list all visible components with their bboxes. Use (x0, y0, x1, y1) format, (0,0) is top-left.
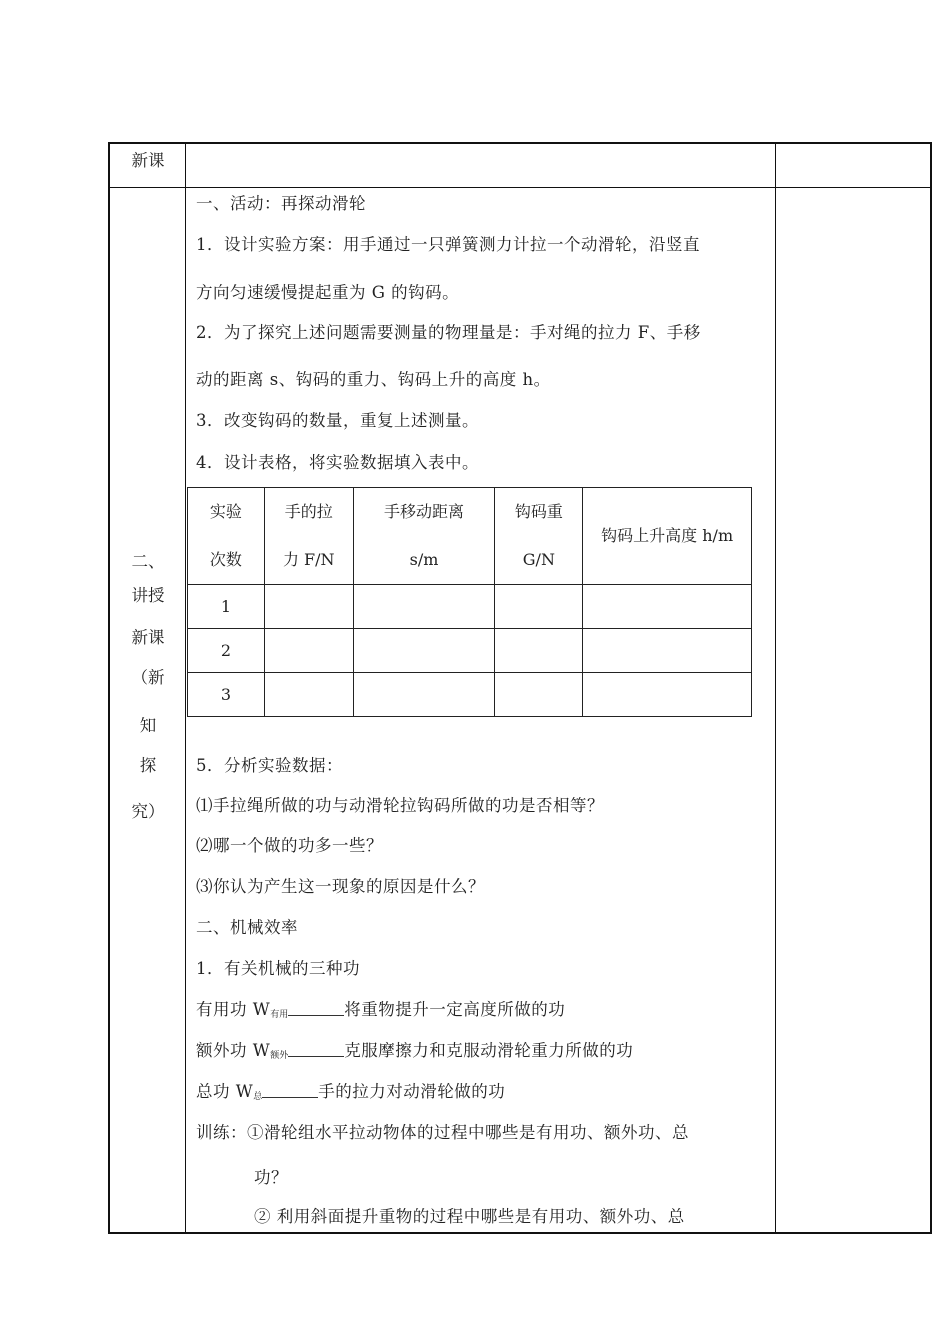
section1-heading: 一、活动：再探动滑轮 (196, 194, 366, 213)
lesson-table (108, 142, 932, 1234)
useful-work-blank (288, 1003, 344, 1016)
table-cell (583, 585, 752, 629)
column-divider-1 (185, 144, 186, 1232)
header-hand-distance: 手移动距离 s/m (353, 488, 495, 585)
total-work-subscript: 总 (253, 1092, 263, 1102)
table-cell (264, 629, 353, 673)
side-label-4: （新 (131, 668, 165, 687)
section1-p2-line1: 2．为了探究上述问题需要测量的物理量是：手对绳的拉力 F、手移 (196, 323, 701, 342)
useful-work-subscript: 有用 (270, 1010, 289, 1020)
table-cell: 2 (188, 629, 265, 673)
section1-p1-line2: 方向匀速缓慢提起重为 G 的钩码。 (196, 283, 460, 302)
extra-work-line (196, 1043, 633, 1061)
table-header-row (188, 488, 752, 585)
extra-work-subscript: 额外 (270, 1051, 289, 1061)
total-work-prefix: 总功 W (196, 1082, 254, 1101)
extra-work-prefix: 额外功 W (196, 1041, 271, 1060)
training-line-1: 训练：①滑轮组水平拉动物体的过程中哪些是有用功、额外功、总 (196, 1123, 689, 1142)
training-line-2: 功？ (254, 1168, 288, 1187)
table-row (188, 585, 752, 629)
header-weight: 钩码重 G/N (495, 488, 583, 585)
section1-p1-line1: 1．设计实验方案：用手通过一只弹簧测力计拉一个动滑轮，沿竖直 (196, 235, 700, 254)
table-cell: 3 (188, 673, 265, 717)
row-divider (110, 187, 930, 188)
question-2: ⑵哪一个做的功多一些？ (196, 836, 383, 855)
table-cell (583, 629, 752, 673)
table-row (188, 673, 752, 717)
section2-p1: 1．有关机械的三种功 (196, 959, 360, 978)
header-height: 钩码上升高度 h/m (583, 488, 752, 585)
question-3: ⑶你认为产生这一现象的原因是什么？ (196, 877, 485, 896)
section1-p3: 3．改变钩码的数量，重复上述测量。 (196, 411, 479, 430)
table-row (188, 629, 752, 673)
question-1: ⑴手拉绳所做的功与动滑轮拉钩码所做的功是否相等？ (196, 796, 604, 815)
table-cell (353, 673, 495, 717)
training-line-3: ② 利用斜面提升重物的过程中哪些是有用功、额外功、总 (254, 1207, 685, 1226)
section1-p5: 5．分析实验数据： (196, 756, 343, 775)
useful-work-text: 将重物提升一定高度所做的功 (344, 1000, 566, 1019)
table-cell (495, 585, 583, 629)
table-cell (353, 629, 495, 673)
side-label-6: 探 (139, 756, 157, 775)
table-cell (264, 673, 353, 717)
total-work-text: 手的拉力对动滑轮做的功 (318, 1082, 506, 1101)
side-label-2: 讲授 (131, 586, 165, 605)
section1-p4: 4．设计表格，将实验数据填入表中。 (196, 453, 479, 472)
experiment-data-table (187, 487, 752, 717)
table-cell (495, 629, 583, 673)
table-cell (495, 673, 583, 717)
section1-p2-line2: 动的距离 s、钩码的重力、钩码上升的高度 h。 (196, 370, 551, 389)
side-label-1: 二、 (131, 552, 165, 571)
section2-heading: 二、机械效率 (196, 918, 298, 937)
table-cell (353, 585, 495, 629)
total-work-line (196, 1084, 505, 1102)
header-row-label: 新课 (131, 151, 165, 170)
table-cell (583, 673, 752, 717)
side-label-7: 究） (131, 802, 165, 821)
total-work-blank (262, 1085, 318, 1098)
table-cell: 1 (188, 585, 265, 629)
table-cell (264, 585, 353, 629)
header-hand-pull: 手的拉 力 F/N (264, 488, 353, 585)
header-trial-count: 实验 次数 (188, 488, 265, 585)
column-divider-2 (775, 144, 776, 1232)
side-label-5: 知 (139, 716, 157, 735)
useful-work-line (196, 1002, 565, 1020)
extra-work-blank (288, 1044, 344, 1057)
side-label-3: 新课 (131, 628, 165, 647)
extra-work-text: 克服摩擦力和克服动滑轮重力所做的功 (344, 1041, 634, 1060)
useful-work-prefix: 有用功 W (196, 1000, 271, 1019)
